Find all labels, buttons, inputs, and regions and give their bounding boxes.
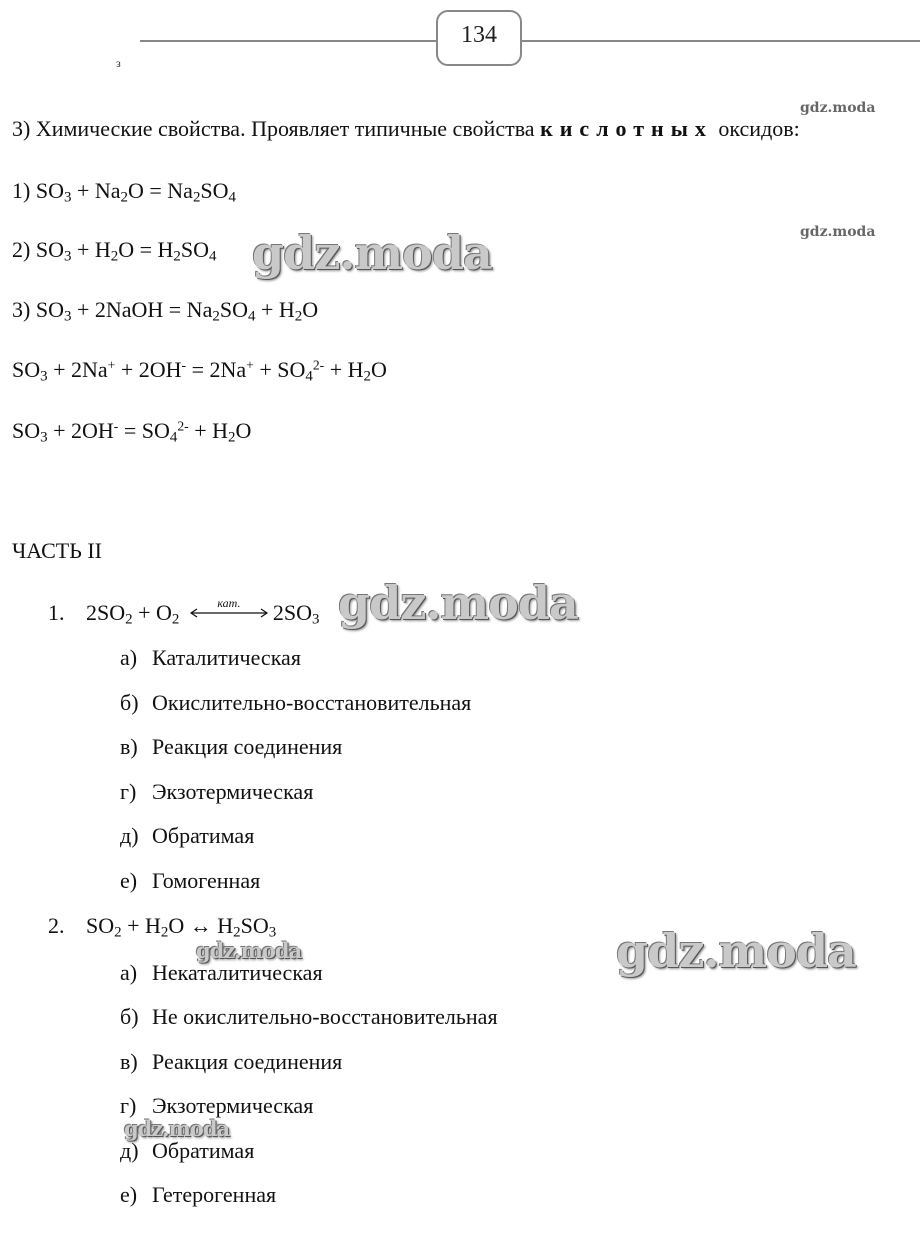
emphasis-acidic: кислотных [540,116,713,141]
task-2-item-g: г) Экзотермическая [120,1093,314,1118]
watermark-large: gdz.moda [338,576,578,630]
chem-properties-heading: 3) Химические свойства. Проявляет типичные свойства кислотных оксидов: [12,116,800,141]
header-rule-left [140,40,436,42]
reaction-2: 2) $SO_3 + H_2O = H_2SO_4$ [12,237,217,265]
task-2-item-b: б) Не окислительно-восстановительная [120,1004,498,1029]
task-2-number: 2. [48,913,65,938]
watermark-medium: gdz.moda [196,938,302,963]
reaction-1: 1) $SO_3 + Na_2O = Na_2SO_4$ [12,178,237,206]
task-1-item-g: г) Экзотермическая [120,779,314,804]
ionic-equation-full: $SO_3 + 2Na^+ + 2OH^- = 2Na^+ + SO_4^{2-} + H_2O$ [12,357,387,385]
page-number: 134 [461,22,497,48]
task-1-item-a: а) Каталитическая [120,645,301,670]
watermark-large: gdz.moda [616,924,856,978]
task-2-item-a: а) Некаталитическая [120,960,323,985]
header-rule-right [522,40,920,42]
watermark-medium: gdz.moda [124,1116,230,1141]
page-number-box [436,10,522,66]
reaction-3: 3) $SO_3$ + 2NaOH = $Na_2SO_4 + H_2O$ [12,297,319,325]
task-1-item-e: е) Гомогенная [120,868,261,893]
task-1-number: 1. [48,600,65,625]
task-2-item-e: е) Гетерогенная [120,1182,277,1207]
watermark-small: gdz.moda [800,100,876,116]
task-1-item-d: д) Обратимая [120,823,255,848]
task-1-item-b: б) Окислительно-восстановительная [120,690,472,715]
task-1-equation: 1. $2SO_2 + O_2$ кат. $2SO_3$ [48,596,320,628]
task-1-item-v: в) Реакция соединения [120,734,343,759]
task-2-item-d: д) Обратимая [120,1138,255,1163]
watermark-small: gdz.moda [800,224,876,240]
ionic-equation-short: $SO_3 + 2OH^- = SO_4^{2-} + H_2O$ [12,418,252,446]
cut-off-glyph: з [116,56,121,70]
task-2-equation: 2. $SO_2 + H_2O$ ↔ $H_2SO_3$ [48,913,277,941]
reversible-catalyst-arrow: кат. [189,600,269,622]
part-title: ЧАСТЬ II [12,538,102,563]
task-2-item-v: в) Реакция соединения [120,1049,343,1074]
watermark-large: gdz.moda [252,226,492,280]
